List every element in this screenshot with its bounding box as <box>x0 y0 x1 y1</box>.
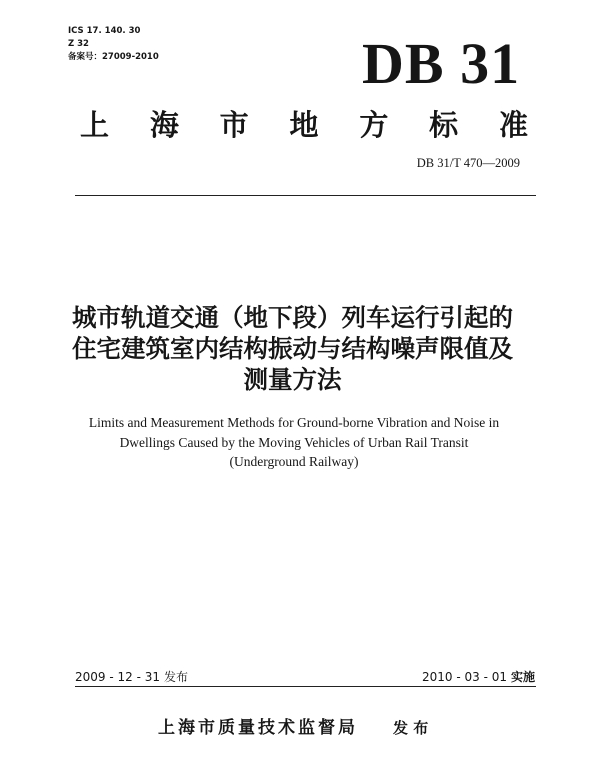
publish-date: 2009 - 12 - 31 <box>75 670 160 684</box>
chinese-title-line: 测量方法 <box>243 365 342 394</box>
english-title-line: Dwellings Caused by the Moving Vehicles of Urban Rail Transit <box>119 434 469 450</box>
implement-date: 2010 - 03 - 01 <box>421 670 507 684</box>
publisher-action: 发 布 <box>393 719 429 737</box>
footer-divider <box>75 686 536 687</box>
publisher-name: 上海市质量技术监督局 <box>158 718 358 738</box>
standard-type-char: 方 <box>359 108 389 142</box>
implement-label: 实施 <box>510 670 535 684</box>
implement-date-line <box>422 669 535 685</box>
standard-type-char: 地 <box>289 108 319 142</box>
english-title <box>40 413 548 472</box>
record-number: 备案号：27009-2010 <box>68 52 159 62</box>
publish-label: 发布 <box>164 670 189 684</box>
standard-type-char: 海 <box>149 108 179 142</box>
standard-type-char: 标 <box>429 108 459 142</box>
chinese-title-line: 住宅建筑室内结构振动与结构噪声限值及 <box>72 334 513 363</box>
header-divider <box>75 195 536 196</box>
standard-code-logo: DB 31 <box>362 31 521 96</box>
chinese-title <box>40 302 545 395</box>
english-title-line: (Underground Railway) <box>229 454 359 469</box>
publish-date-line <box>75 669 188 685</box>
standard-type-char: 市 <box>219 108 249 142</box>
chinese-title-line: 城市轨道交通（地下段）列车运行引起的 <box>72 303 513 332</box>
standard-type-heading <box>80 107 528 143</box>
english-title-line: Limits and Measurement Methods for Ground-borne Vibration and Noise in <box>88 415 500 430</box>
classification-block <box>68 25 159 64</box>
ics-code: ICS 17. 140. 30 <box>68 26 141 36</box>
standard-number: DB 31/T 470—2009 <box>416 156 520 170</box>
standard-type-char: 准 <box>498 108 528 142</box>
ccs-code: Z 32 <box>68 39 89 49</box>
standard-type-char: 上 <box>80 108 110 142</box>
